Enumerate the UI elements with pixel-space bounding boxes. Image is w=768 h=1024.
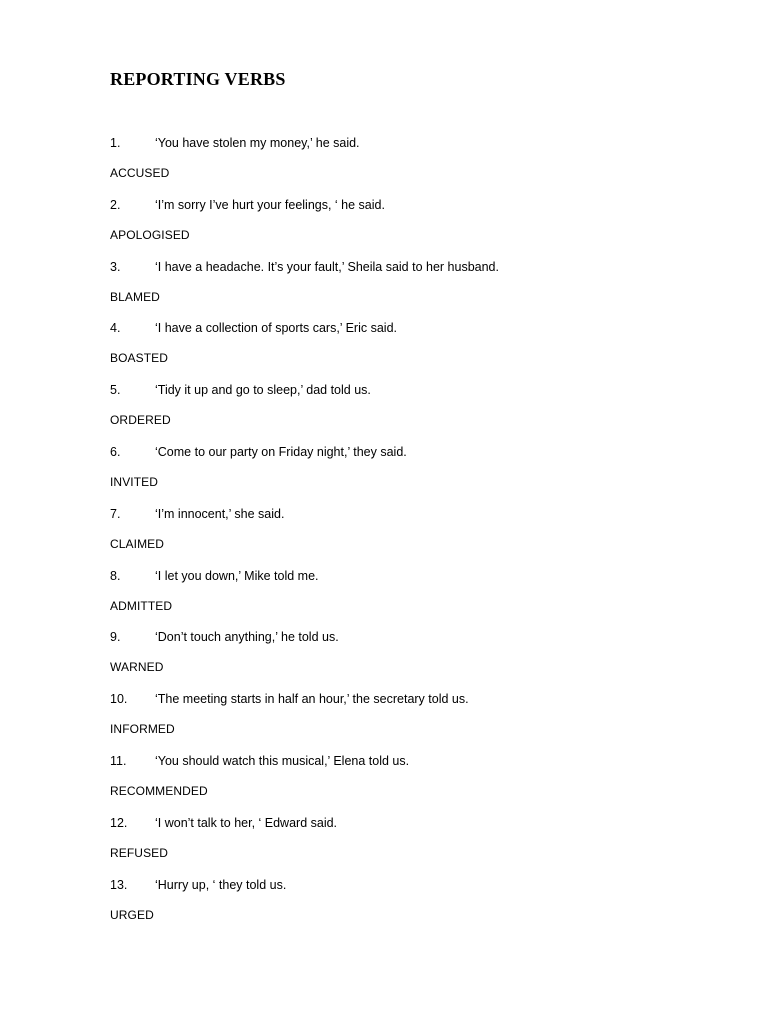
item-number: 5. [110, 383, 121, 398]
reporting-verb: BLAMED [110, 289, 160, 304]
list-item [110, 872, 710, 934]
reporting-verb: CLAIMED [110, 536, 165, 551]
reporting-verb: BOASTED [110, 351, 169, 366]
direct-speech-sentence: ‘I’m sorry I’ve hurt your feelings, ‘ he said. [155, 197, 385, 212]
sentence-line [110, 814, 710, 832]
sentence-line [110, 505, 710, 523]
direct-speech-sentence: ‘I have a headache. It’s your fault,’ Sheila said to her husband. [155, 259, 499, 274]
sentence-line [110, 690, 710, 708]
sentence-line [110, 628, 710, 646]
reporting-verb: APOLOGISED [110, 227, 190, 242]
page-title: REPORTING VERBS [110, 69, 286, 89]
list-item [110, 254, 710, 316]
list-item [110, 377, 710, 439]
list-item [110, 192, 710, 254]
list-item [110, 748, 710, 810]
direct-speech-sentence: ‘Don’t touch anything,’ he told us. [155, 630, 339, 645]
item-number: 3. [110, 259, 121, 274]
direct-speech-sentence: ‘I let you down,’ Mike told me. [155, 568, 319, 583]
sentence-line [110, 196, 710, 214]
direct-speech-sentence: ‘You have stolen my money,’ he said. [155, 136, 360, 150]
reporting-verb: INFORMED [110, 722, 175, 737]
reporting-verb: INVITED [110, 474, 159, 489]
item-number: 8. [110, 568, 121, 583]
list-item [110, 439, 710, 501]
item-number: 6. [110, 444, 121, 459]
direct-speech-sentence: ‘The meeting starts in half an hour,’ the secretary told us. [155, 692, 469, 707]
sentence-line [110, 258, 710, 276]
item-number: 13. [110, 877, 128, 892]
sentence-line [110, 319, 710, 337]
reporting-verb: RECOMMENDED [110, 783, 208, 798]
list-item [110, 563, 710, 625]
reporting-verb: REFUSED [110, 845, 169, 860]
direct-speech-sentence: ‘You should watch this musical,’ Elena told us. [155, 753, 410, 768]
direct-speech-sentence: ‘I have a collection of sports cars,’ Eric said. [155, 321, 397, 336]
list-item [110, 686, 710, 748]
reporting-verb: WARNED [110, 660, 164, 675]
direct-speech-sentence: ‘Come to our party on Friday night,’ they said. [155, 444, 407, 459]
item-number: 7. [110, 506, 121, 521]
item-number: 2. [110, 197, 121, 212]
reporting-verb: ACCUSED [110, 166, 170, 180]
item-number: 4. [110, 321, 121, 336]
sentence-line [110, 567, 710, 585]
reporting-verb: URGED [110, 907, 154, 922]
direct-speech-sentence: ‘Hurry up, ‘ they told us. [155, 877, 287, 892]
sentence-line [110, 443, 710, 461]
item-number: 1. [110, 136, 121, 150]
list-item [110, 315, 710, 377]
exercise-list [110, 130, 710, 933]
direct-speech-sentence: ‘I won’t talk to her, ‘ Edward said. [155, 815, 338, 830]
item-number: 12. [110, 815, 128, 830]
sentence-line [110, 381, 710, 399]
reporting-verb: ADMITTED [110, 598, 173, 613]
direct-speech-sentence: ‘Tidy it up and go to sleep,’ dad told us. [155, 383, 371, 398]
list-item [110, 501, 710, 563]
list-item [110, 624, 710, 686]
sentence-line [110, 134, 710, 152]
reporting-verb: ORDERED [110, 413, 171, 428]
direct-speech-sentence: ‘I’m innocent,’ she said. [155, 506, 285, 521]
sentence-line [110, 876, 710, 894]
list-item [110, 130, 710, 192]
sentence-line [110, 752, 710, 770]
item-number: 10. [110, 692, 128, 707]
item-number: 9. [110, 630, 121, 645]
list-item [110, 810, 710, 872]
item-number: 11. [110, 753, 127, 768]
